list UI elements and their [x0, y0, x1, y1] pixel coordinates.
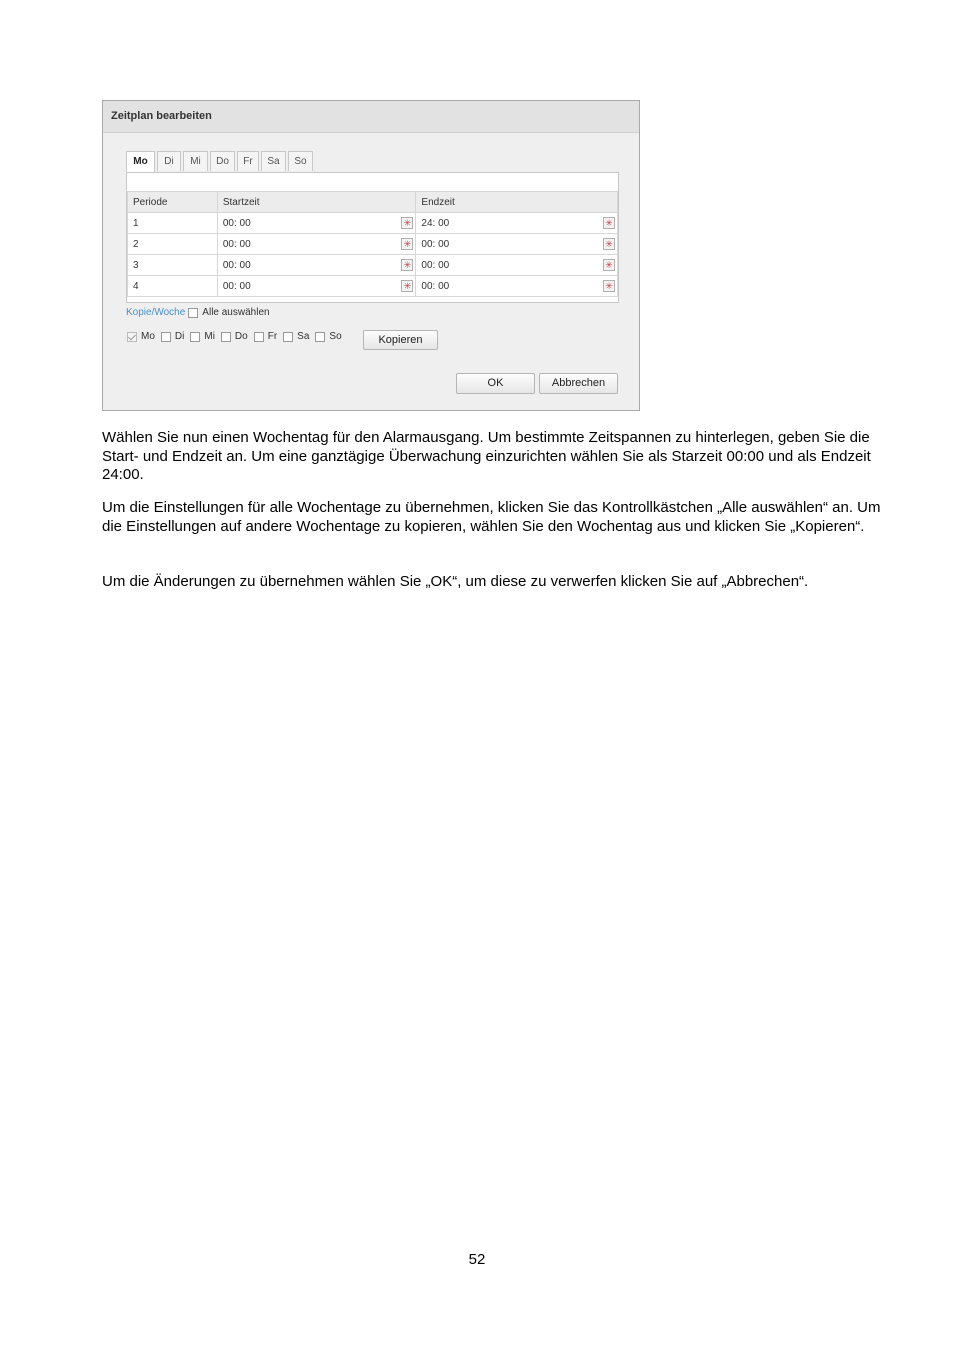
- select-all-label: Alle auswählen: [202, 307, 270, 318]
- period-cell: 2: [128, 234, 218, 255]
- end-time-value: 24: 00: [421, 217, 450, 229]
- day-checkbox-mi[interactable]: [190, 332, 200, 342]
- start-time-field[interactable]: [217, 234, 416, 255]
- clock-icon[interactable]: ✳: [401, 217, 413, 229]
- end-time-field[interactable]: [416, 255, 618, 276]
- clock-icon[interactable]: ✳: [603, 280, 615, 292]
- end-time-field[interactable]: [416, 213, 618, 234]
- clock-icon[interactable]: ✳: [401, 259, 413, 271]
- table-row: [128, 255, 618, 276]
- start-time-value: 00: 00: [222, 280, 251, 292]
- end-time-value: 00: 00: [421, 259, 450, 271]
- column-header-start: Startzeit: [217, 192, 416, 213]
- day-label: Mi: [204, 331, 215, 342]
- schedule-panel: [126, 172, 619, 303]
- start-time-field[interactable]: [217, 255, 416, 276]
- tab-fr[interactable]: Fr: [237, 151, 259, 171]
- end-time-field[interactable]: [416, 276, 618, 297]
- select-all-checkbox[interactable]: [188, 308, 198, 318]
- day-checkbox-di[interactable]: [161, 332, 171, 342]
- tab-mi[interactable]: Mi: [183, 151, 208, 171]
- tab-di[interactable]: Di: [157, 151, 181, 171]
- instruction-paragraph-1: Wählen Sie nun einen Wochentag für den Alarmausgang. Um bestimmte Zeitspannen zu hinterlegen, geben Sie die Start- und Endzeit an. Um eine ganztägige Überwachung einzurichten wählen Sie als Starzeit 00:00 und als Endzeit 24:00.: [102, 429, 871, 483]
- start-time-value: 00: 00: [222, 259, 251, 271]
- day-label: Di: [174, 331, 185, 342]
- column-header-period: Periode: [128, 192, 218, 213]
- clock-icon[interactable]: ✳: [401, 238, 413, 250]
- tab-mo[interactable]: Mo: [126, 151, 155, 172]
- copy-week-row: [126, 307, 273, 318]
- day-checkbox-do[interactable]: [221, 332, 231, 342]
- clock-icon[interactable]: ✳: [603, 259, 615, 271]
- start-time-value: 00: 00: [222, 238, 251, 250]
- end-time-value: 00: 00: [421, 280, 450, 292]
- clock-icon[interactable]: ✳: [603, 217, 615, 229]
- day-checkbox-sa[interactable]: [283, 332, 293, 342]
- start-time-field[interactable]: [217, 276, 416, 297]
- day-label: Do: [234, 331, 248, 342]
- copy-week-label: Kopie/Woche: [126, 307, 186, 318]
- schedule-edit-dialog: [102, 100, 640, 411]
- table-row: [128, 276, 618, 297]
- day-checkbox-mo[interactable]: [127, 332, 137, 342]
- period-cell: 4: [128, 276, 218, 297]
- tab-sa[interactable]: Sa: [261, 151, 286, 171]
- column-header-end: Endzeit: [416, 192, 618, 213]
- day-label: Mo: [141, 331, 155, 342]
- tab-do[interactable]: Do: [210, 151, 235, 171]
- copy-button[interactable]: Kopieren: [363, 330, 438, 350]
- period-cell: 3: [128, 255, 218, 276]
- day-checkbox-fr[interactable]: [254, 332, 264, 342]
- clock-icon[interactable]: ✳: [401, 280, 413, 292]
- tab-so[interactable]: So: [288, 151, 313, 171]
- instruction-paragraph-2: Um die Einstellungen für alle Wochentage zu übernehmen, klicken Sie das Kontrollkästchen „Alle auswählen“ an. Um die Einstellungen auf andere Wochentage zu kopieren, wählen Sie den Wochentag aus und klicken Sie „Kopieren“.: [102, 499, 881, 535]
- start-time-value: 00: 00: [222, 217, 251, 229]
- cancel-button[interactable]: Abbrechen: [539, 373, 618, 394]
- dialog-title: Zeitplan bearbeiten: [103, 101, 639, 133]
- page-number: 52: [468, 1251, 486, 1268]
- schedule-table: [127, 191, 618, 297]
- table-row: [128, 234, 618, 255]
- clock-icon[interactable]: ✳: [603, 238, 615, 250]
- end-time-field[interactable]: [416, 234, 618, 255]
- table-row: [128, 213, 618, 234]
- day-checkbox-so[interactable]: [315, 332, 325, 342]
- start-time-field[interactable]: [217, 213, 416, 234]
- end-time-value: 00: 00: [421, 238, 450, 250]
- copy-days-row: [124, 331, 345, 342]
- day-label: So: [329, 331, 342, 342]
- period-cell: 1: [128, 213, 218, 234]
- instruction-paragraph-3: Um die Änderungen zu übernehmen wählen Sie „OK“, um diese zu verwerfen klicken Sie auf „Abbrechen“.: [102, 573, 809, 590]
- day-tabs: [126, 151, 315, 172]
- ok-button[interactable]: OK: [456, 373, 535, 394]
- day-label: Sa: [297, 331, 310, 342]
- day-label: Fr: [267, 331, 278, 342]
- table-header-row: [128, 192, 618, 213]
